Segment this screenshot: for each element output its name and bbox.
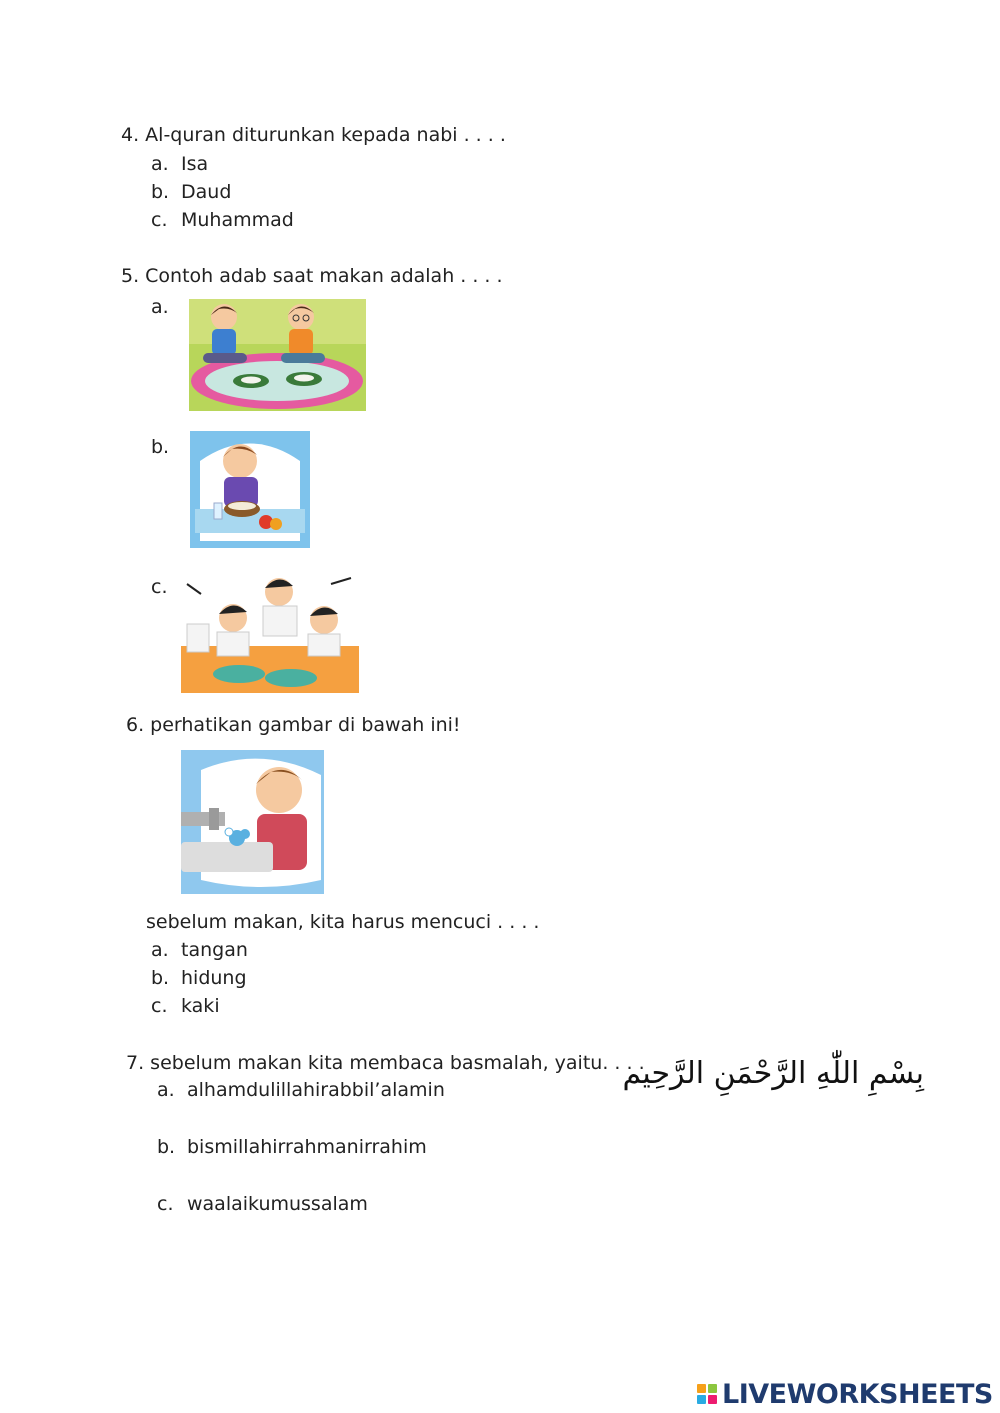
q7-option-a[interactable] [157, 1079, 445, 1101]
logo-text: LIVEWORKSHEETS [722, 1378, 993, 1410]
basmalah-arabic: بِسْمِ اللّٰهِ الرَّحْمَنِ الرَّحِيم [622, 1056, 924, 1091]
question-7: 7. sebelum makan kita membaca basmalah, yaitu. . . . [126, 1052, 645, 1074]
option-letter: b. [151, 181, 170, 203]
option-letter: c. [157, 1193, 174, 1215]
option-letter: a. [157, 1079, 175, 1101]
option-letter: a. [151, 153, 169, 175]
q6-option-a[interactable] [151, 939, 248, 961]
option-letter: c. [151, 995, 168, 1017]
q6-prompt: sebelum makan, kita harus mencuci . . . . [146, 911, 540, 933]
children-eating-sitting-illustration [189, 299, 366, 411]
q4-option-b[interactable] [151, 181, 231, 203]
option-text: bismillahirrahmanirrahim [187, 1136, 427, 1158]
option-text: tangan [181, 939, 248, 961]
q7-option-c[interactable] [157, 1193, 368, 1215]
option-text: waalaikumussalam [187, 1193, 368, 1215]
option-text: Isa [181, 153, 209, 175]
liveworksheets-logo [697, 1379, 993, 1409]
option-letter: b. [151, 967, 170, 989]
q4-option-a[interactable] [151, 153, 208, 175]
logo-square [697, 1384, 706, 1393]
question-5: 5. Contoh adab saat makan adalah . . . . [121, 265, 503, 287]
q5-option-c-image[interactable] [181, 574, 359, 693]
option-text: alhamdulillahirabbil’alamin [187, 1079, 445, 1101]
option-text: Muhammad [181, 209, 294, 231]
q4-option-c[interactable] [151, 209, 294, 231]
option-text: hidung [181, 967, 247, 989]
q5-option-a-image[interactable] [189, 299, 366, 411]
option-text: Daud [181, 181, 232, 203]
question-4: 4. Al-quran diturunkan kepada nabi . . . . [121, 124, 506, 146]
q5-option-b-image[interactable] [190, 431, 310, 548]
q5-option-c-letter[interactable]: c. [151, 576, 168, 598]
q6-option-b[interactable] [151, 967, 247, 989]
option-text: kaki [181, 995, 220, 1017]
boy-eating-at-table-illustration [190, 431, 310, 548]
boy-washing-hands-illustration [181, 750, 324, 894]
q6-option-c[interactable] [151, 995, 220, 1017]
logo-square [697, 1395, 706, 1404]
q5-option-b-letter[interactable]: b. [151, 436, 170, 458]
q5-option-a-letter[interactable]: a. [151, 296, 169, 318]
logo-grid-icon [697, 1384, 717, 1404]
logo-square [708, 1395, 717, 1404]
option-letter: c. [151, 209, 168, 231]
q6-handwashing-image [181, 750, 324, 894]
option-letter: b. [157, 1136, 176, 1158]
q7-option-b[interactable] [157, 1136, 427, 1158]
logo-square [708, 1384, 717, 1393]
question-6: 6. perhatikan gambar di bawah ini! [126, 714, 461, 736]
option-letter: a. [151, 939, 169, 961]
noisy-children-at-table-illustration [181, 574, 359, 693]
